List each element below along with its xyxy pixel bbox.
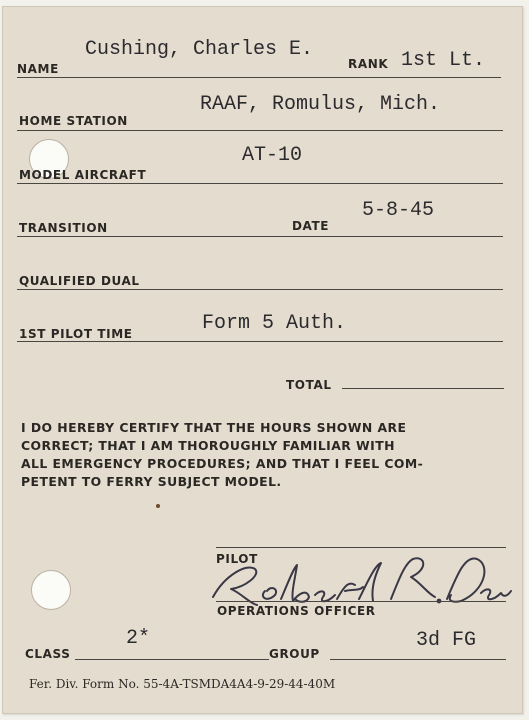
qualified-dual-label: QUALIFIED DUAL [19,274,140,288]
certification-line: CORRECT; THAT I AM THOROUGHLY FAMILIAR WITH [21,438,395,453]
form-number: Fer. Div. Form No. 55-4A-TSMDA4A4-9-29-44-40M [29,677,336,691]
total-label: TOTAL [286,378,332,392]
group-value: 3d FG [416,629,477,652]
first-pilot-time-label: 1ST PILOT TIME [19,327,133,341]
group-label: GROUP [269,647,320,661]
rank-value: 1st Lt. [401,49,486,72]
operations-officer-label: OPERATIONS OFFICER [217,604,376,618]
certification-line: I DO HEREBY CERTIFY THAT THE HOURS SHOWN ARE [21,420,407,435]
operations-officer-line [216,601,506,602]
class-label: CLASS [25,647,71,661]
total-line [342,388,504,389]
model-aircraft-label: MODEL AIRCRAFT [19,168,147,182]
punch-hole-bottom [31,570,71,610]
certification-text [21,419,513,491]
group-line [330,659,506,660]
class-line [75,659,269,660]
first-pilot-time-line [17,341,503,342]
date-label: DATE [292,219,330,233]
ferry-pilot-card [2,6,523,714]
home-station-line [17,130,503,131]
name-label: NAME [17,62,59,76]
date-value: 5-8-45 [362,199,435,222]
transition-label: TRANSITION [19,221,108,235]
model-aircraft-value: AT-10 [242,144,303,167]
home-station-label: HOME STATION [19,114,128,128]
home-station-value: RAAF, Romulus, Mich. [200,93,441,116]
name-line [17,77,501,78]
ink-spot [156,504,160,508]
rank-label: RANK [348,57,389,71]
qualified-dual-line [17,289,503,290]
transition-line [17,236,503,237]
first-pilot-time-value: Form 5 Auth. [202,312,347,335]
certification-line: ALL EMERGENCY PROCEDURES; AND THAT I FEEL COM- [21,456,424,471]
pilot-label: PILOT [216,552,258,566]
model-aircraft-line [17,183,503,184]
name-value: Cushing, Charles E. [85,38,314,61]
certification-line: PETENT TO FERRY SUBJECT MODEL. [21,474,282,489]
class-value: 2* [126,627,151,650]
